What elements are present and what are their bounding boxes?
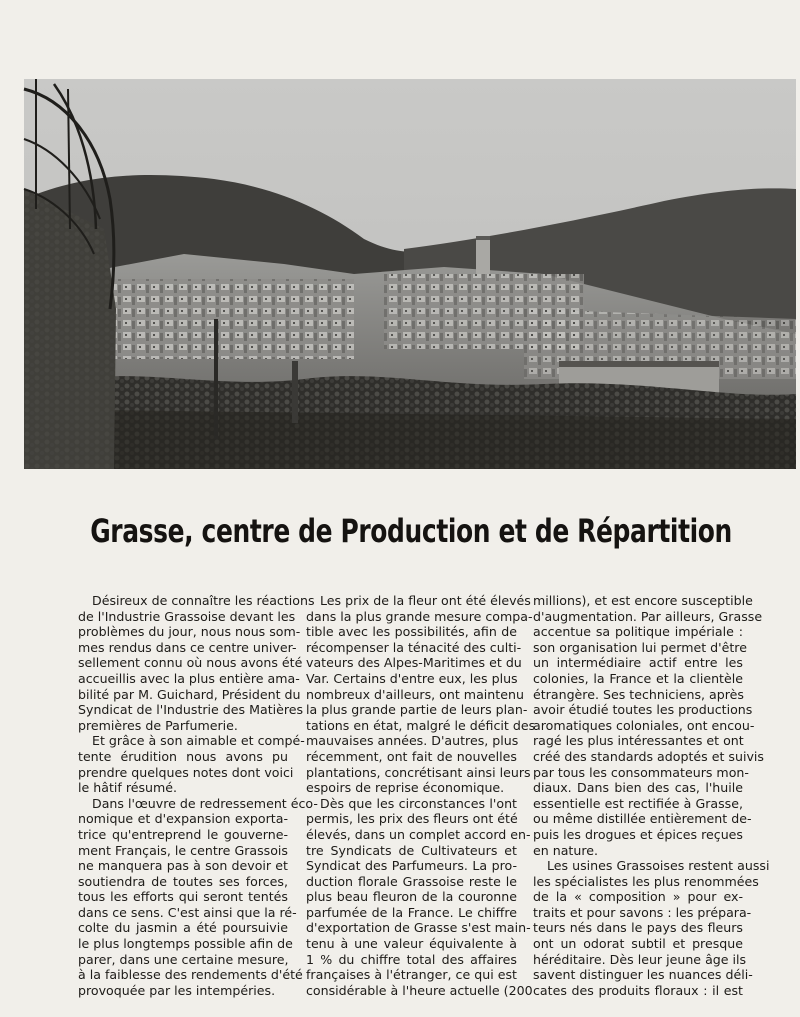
text-line: ment Français, le centre Grassois bbox=[78, 842, 288, 858]
text-line: récemment, ont fait de nouvelles bbox=[306, 748, 517, 764]
text-line: aromatiques coloniales, ont encou- bbox=[533, 717, 755, 733]
text-line: duction florale Grassoise reste le bbox=[306, 873, 517, 889]
text-line: parer, dans une certaine mesure, bbox=[78, 951, 289, 967]
text-line: tations en état, malgré le déficit des bbox=[306, 717, 536, 733]
text-line: Les usines Grassoises restent aussi bbox=[547, 858, 770, 874]
text-line: de l'Industrie Grassoise devant les bbox=[78, 608, 296, 624]
text-line: plus beau fleuron de la couronne bbox=[306, 889, 517, 905]
text-line: 1 % du chiffre total des affaires bbox=[306, 951, 517, 967]
text-line: Syndicat de l'Industrie des Matières bbox=[78, 702, 304, 718]
text-line: le plus longtemps possible afin de bbox=[78, 936, 293, 952]
text-line: ne manquera pas à son devoir et bbox=[78, 858, 288, 874]
article-headline: Grasse, centre de Production et de Répartition bbox=[90, 512, 732, 550]
text-line: dans la plus grande mesure compa- bbox=[306, 608, 533, 624]
text-line: accentue sa politique impériale : bbox=[533, 624, 743, 640]
text-line: vateurs des Alpes-Maritimes et du bbox=[306, 655, 522, 671]
photo-illustration bbox=[24, 79, 796, 469]
text-line: millions), et est encore susceptible bbox=[533, 593, 753, 608]
text-line: étrangère. Ses techniciens, après bbox=[533, 686, 744, 702]
text-line: savent distinguer les nuances déli- bbox=[533, 967, 753, 983]
text-line: tre Syndicats de Cultivateurs et bbox=[306, 842, 517, 858]
photo-grasse-town-view bbox=[24, 79, 796, 469]
text-line: tenu à une valeur équivalente à bbox=[306, 936, 517, 952]
text-line: dans ce sens. C'est ainsi que la ré- bbox=[78, 904, 297, 920]
text-line: ou même distillée entièrement de- bbox=[533, 811, 752, 827]
text-line: avoir étudié toutes les productions bbox=[533, 702, 753, 718]
text-line: prendre quelques notes dont voici bbox=[78, 764, 294, 780]
text-line: son organisation lui permet d'être bbox=[533, 639, 747, 655]
text-line: colonies, la France et la clientèle bbox=[533, 670, 743, 686]
text-line: Dès que les circonstances l'ont bbox=[320, 795, 517, 811]
text-line: trice qu'entreprend le gouverne- bbox=[78, 826, 288, 842]
text-line: parfumée de la France. Le chiffre bbox=[306, 904, 517, 920]
text-line: récompenser la ténacité des culti- bbox=[306, 639, 522, 655]
text-line: provoquée par les intempéries. bbox=[78, 982, 276, 998]
text-line: Var. Certains d'entre eux, les plus bbox=[306, 670, 518, 686]
text-line: plantations, concrétisant ainsi leurs bbox=[306, 764, 531, 780]
article-column-2 bbox=[306, 593, 536, 998]
text-line: espoirs de reprise économique. bbox=[306, 780, 505, 796]
text-line: accueillis avec la plus entière ama- bbox=[78, 670, 300, 686]
text-line: Syndicat des Parfumeurs. La pro- bbox=[306, 858, 517, 874]
text-line: Les prix de la fleur ont été élevés bbox=[320, 593, 531, 608]
text-line: diaux. Dans bien des cas, l'huile bbox=[533, 780, 743, 796]
text-line: en nature. bbox=[533, 842, 599, 858]
text-line: créé des standards adoptés et suivis bbox=[533, 748, 764, 764]
article-column-1 bbox=[78, 593, 318, 998]
text-line: la plus grande partie de leurs plan- bbox=[306, 702, 528, 718]
text-line: colte du jasmin a été poursuivie bbox=[78, 920, 288, 936]
text-line: cates des produits floraux : il est bbox=[533, 982, 743, 998]
text-line: d'augmentation. Par ailleurs, Grasse bbox=[533, 608, 763, 624]
text-line: traits et pour savons : les prépara- bbox=[533, 904, 752, 920]
text-line: mauvaises années. D'autres, plus bbox=[306, 733, 519, 749]
text-line: ragé les plus intéressantes et ont bbox=[533, 733, 744, 749]
text-line: premières de Parfumerie. bbox=[78, 717, 238, 733]
text-line: héréditaire. Dès leur jeune âge ils bbox=[533, 951, 747, 967]
text-line: ont un odorat subtil et presque bbox=[533, 936, 743, 952]
text-line: de la « composition » pour ex- bbox=[533, 889, 743, 905]
text-line: tible avec les possibilités, afin de bbox=[306, 624, 517, 640]
text-line: un intermédiaire actif entre les bbox=[533, 655, 743, 671]
text-line: par tous les consommateurs mon- bbox=[533, 764, 749, 780]
text-line: teurs nés dans le pays des fleurs bbox=[533, 920, 743, 936]
text-line: tous les efforts qui seront tentés bbox=[78, 889, 288, 905]
text-line: tente érudition nous avons pu bbox=[78, 748, 288, 764]
text-line: bilité par M. Guichard, Président du bbox=[78, 686, 301, 702]
text-line: élevés, dans un complet accord en- bbox=[306, 826, 531, 842]
article-column-3 bbox=[533, 593, 770, 998]
text-line: puis les drogues et épices reçues bbox=[533, 826, 743, 842]
text-line: les spécialistes les plus renommées bbox=[533, 873, 759, 889]
text-line: le hâtif résumé. bbox=[78, 780, 178, 796]
text-line: Dans l'œuvre de redressement éco- bbox=[92, 795, 318, 811]
text-line: à la faiblesse des rendements d'été bbox=[78, 967, 303, 983]
text-line: permis, les prix des fleurs ont été bbox=[306, 811, 518, 827]
text-line: Désireux de connaître les réactions bbox=[92, 593, 315, 608]
text-line: nombreux d'ailleurs, ont maintenu bbox=[306, 686, 524, 702]
text-line: françaises à l'étranger, ce qui est bbox=[306, 967, 517, 983]
text-line: d'exportation de Grasse s'est main- bbox=[306, 920, 531, 936]
text-line: soutiendra de toutes ses forces, bbox=[78, 873, 288, 889]
text-line: essentielle est rectifiée à Grasse, bbox=[533, 795, 743, 811]
text-line: considérable à l'heure actuelle (200 bbox=[306, 982, 533, 998]
text-line: nomique et d'expansion exporta- bbox=[78, 811, 288, 827]
text-line: Et grâce à son aimable et compé- bbox=[92, 733, 305, 749]
text-line: problèmes du jour, nous nous som- bbox=[78, 624, 301, 640]
text-line: sellement connu où nous avons été bbox=[78, 655, 303, 671]
text-line: mes rendus dans ce centre univer- bbox=[78, 639, 297, 655]
